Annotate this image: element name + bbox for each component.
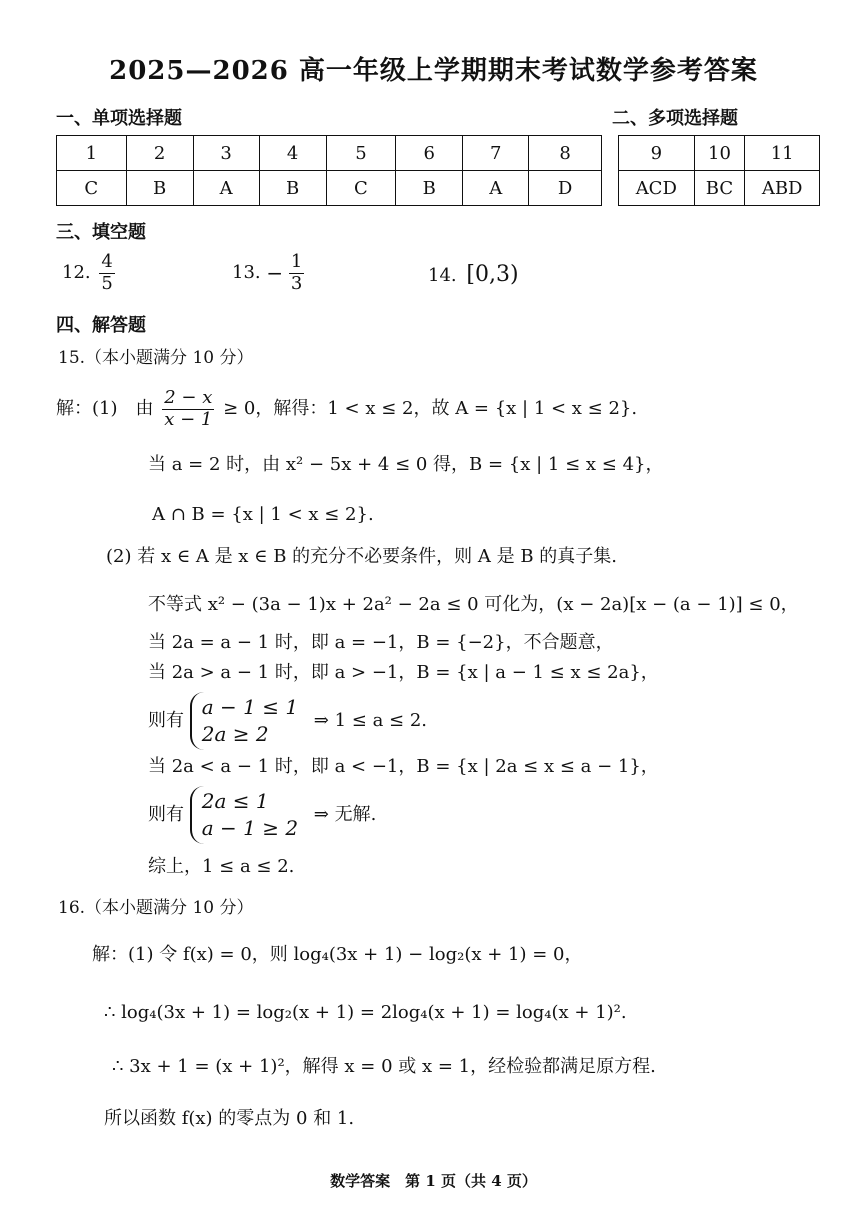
text-segment: 解：(1) 由: [56, 398, 154, 420]
question-number: 5: [326, 136, 396, 171]
answer-cell: C: [57, 171, 127, 206]
q15-part2-line4: 当 2a > a − 1 时，即 a > −1，B = {x | a − 1 ≤ x ≤ 2a}，: [148, 662, 659, 683]
answer-12: [62, 252, 118, 294]
answer-cell: B: [396, 171, 463, 206]
minus-sign: −: [266, 261, 284, 286]
question-number: 3: [193, 136, 259, 171]
question-label: 14.: [428, 265, 457, 286]
text-segment: ⇒ 1 ≤ a ≤ 2.: [313, 710, 428, 731]
fraction-denominator: 3: [290, 272, 303, 294]
answer-cell: BC: [694, 171, 745, 206]
interval-answer: [0,3): [466, 262, 519, 287]
q16-line2: ∴ log₄(3x + 1) = log₂(x + 1) = 2log₄(x + 1) = log₄(x + 1)².: [104, 1002, 627, 1023]
section-fill-blank: 三、填空题: [56, 222, 146, 243]
text-segment: ≥ 0，解得：1 < x ≤ 2，故 A = {x | 1 < x ≤ 2}.: [223, 398, 638, 420]
section-solve: 四、解答题: [56, 315, 146, 336]
answer-cell: ABD: [745, 171, 820, 206]
system-line: a − 1 ≥ 2: [201, 816, 299, 840]
fraction-denominator: 5: [101, 272, 113, 294]
q15-part1-line1: [56, 388, 637, 430]
table-row: [619, 136, 820, 171]
table-row: [57, 171, 602, 206]
single-choice-table: [56, 135, 602, 206]
q15-part1-line3: A ∩ B = {x | 1 < x ≤ 2}.: [152, 504, 374, 525]
question-number: 9: [619, 136, 695, 171]
answer-cell: B: [126, 171, 193, 206]
q15-part1-line2: 当 a = 2 时，由 x² − 5x + 4 ≤ 0 得，B = {x | 1 ≤ x ≤ 4}，: [148, 454, 664, 475]
question-number: 8: [529, 136, 602, 171]
system-line: a − 1 ≤ 1: [201, 695, 299, 719]
question-number: 2: [126, 136, 193, 171]
system-line: 2a ≥ 2: [201, 722, 269, 746]
page-footer: 数学答案 第 1 页（共 4 页）: [330, 1172, 537, 1190]
answer-cell: C: [326, 171, 396, 206]
table-row: [619, 171, 820, 206]
section-multi-choice: 二、多项选择题: [612, 108, 738, 129]
question-number: 10: [694, 136, 745, 171]
q15-part2-line2: 不等式 x² − (3a − 1)x + 2a² − 2a ≤ 0 可化为，(x − 2a)[x − (a − 1)] ≤ 0，: [148, 594, 799, 615]
q16-line4: 所以函数 f(x) 的零点为 0 和 1.: [104, 1108, 355, 1129]
q15-part2-line5: 当 2a < a − 1 时，即 a < −1，B = {x | 2a ≤ x ≤ a − 1}，: [148, 756, 659, 777]
equation-system: [190, 786, 304, 844]
equation-system: [190, 692, 304, 750]
q16-header: 16.（本小题满分 10 分）: [58, 898, 254, 918]
q15-system-2: [148, 786, 376, 844]
q16-line3: ∴ 3x + 1 = (x + 1)²，解得 x = 0 或 x = 1，经检验都满足原方程.: [112, 1056, 656, 1077]
answer-cell: B: [259, 171, 326, 206]
question-number: 6: [396, 136, 463, 171]
q15-part2-line1: (2) 若 x ∈ A 是 x ∈ B 的充分不必要条件，则 A 是 B 的真子集.: [106, 546, 618, 567]
fraction-numerator: 4: [101, 251, 113, 272]
system-line: 2a ≤ 1: [201, 789, 269, 813]
q16-line1: 解：(1) 令 f(x) = 0，则 log₄(3x + 1) − log₂(x + 1) = 0，: [92, 944, 583, 965]
text-segment: ⇒ 无解.: [313, 804, 377, 825]
q15-system-1: [148, 692, 427, 750]
text-segment: 则有: [148, 804, 184, 825]
fraction: [99, 252, 114, 294]
fraction: [162, 388, 214, 430]
question-label: 12.: [62, 262, 91, 284]
fraction-numerator: 2 − x: [164, 387, 213, 408]
q15-header: 15.（本小题满分 10 分）: [58, 348, 254, 368]
table-row: [57, 136, 602, 171]
question-number: 7: [463, 136, 529, 171]
answer-cell: A: [463, 171, 529, 206]
question-number: 11: [745, 136, 820, 171]
answer-cell: ACD: [619, 171, 695, 206]
answer-14: [428, 264, 519, 286]
question-number: 4: [259, 136, 326, 171]
q15-part2-line3: 当 2a = a − 1 时，即 a = −1，B = {−2}，不合题意，: [148, 632, 614, 653]
question-number: 1: [57, 136, 127, 171]
section-single-choice: 一、单项选择题: [56, 108, 182, 129]
answer-13: [232, 252, 307, 294]
answer-cell: D: [529, 171, 602, 206]
fraction-denominator: x − 1: [164, 408, 213, 430]
q15-conclusion: 综上，1 ≤ a ≤ 2.: [148, 856, 295, 877]
page-title: 2025—2026 高一年级上学期期末考试数学参考答案: [109, 56, 758, 86]
answer-cell: A: [193, 171, 259, 206]
question-label: 13.: [232, 262, 261, 284]
fraction-numerator: 1: [290, 251, 303, 272]
fraction: [289, 252, 304, 294]
multi-choice-table: [618, 135, 820, 206]
text-segment: 则有: [148, 710, 184, 731]
